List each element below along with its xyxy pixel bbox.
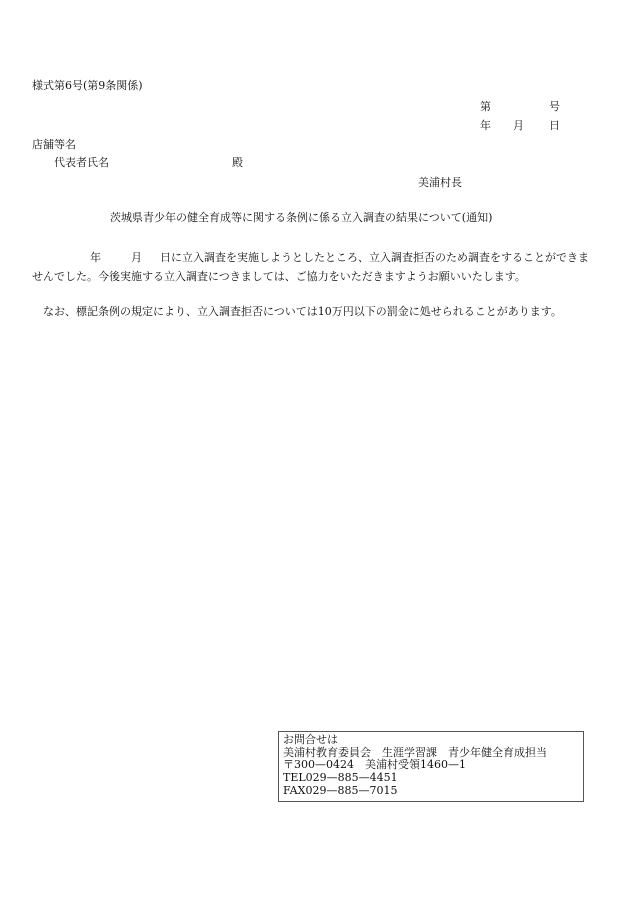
contact-fax: FAX029—885—7015	[283, 783, 398, 797]
body-paragraph-1	[32, 249, 590, 286]
doc-number-suffix: 号	[549, 100, 560, 113]
store-name-label: 店舗等名	[32, 138, 76, 151]
contact-address: 〒300—0424 美浦村受領1460—1	[283, 758, 466, 772]
body-year-label: 年	[90, 251, 101, 264]
form-number: 様式第6号(第9条関係)	[32, 79, 143, 92]
contact-department: 美浦村教育委員会 生涯学習課 青少年健全育成担当	[283, 745, 547, 759]
sender-name: 美浦村長	[418, 176, 462, 189]
contact-heading: お問合せは	[283, 733, 338, 746]
date-year-label: 年	[480, 119, 491, 132]
contact-box	[278, 731, 584, 802]
body-paragraph-1-text: 日に立入調査を実施しようとしたところ、立入調査拒否のため調査をすることができませんでした。今後実施する立入調査につきましては、ご協力をいただきますようお願いいたします。	[32, 251, 589, 283]
representative-label: 代表者氏名	[54, 156, 109, 169]
honorific: 殿	[232, 156, 243, 169]
date-day-label: 日	[549, 119, 560, 132]
doc-number-prefix: 第	[480, 100, 491, 113]
contact-tel: TEL029—885—4451	[283, 771, 398, 785]
body-month-label: 月	[131, 251, 142, 264]
body-paragraph-2-text: なお、標記条例の規定により、立入調査拒否については10万円以下の罰金に処せられることがあります。	[43, 305, 562, 318]
body-paragraph-2	[32, 303, 590, 322]
document-title: 茨城県青少年の健全育成等に関する条例に係る立入調査の結果について(通知)	[110, 211, 493, 224]
date-month-label: 月	[513, 119, 524, 132]
